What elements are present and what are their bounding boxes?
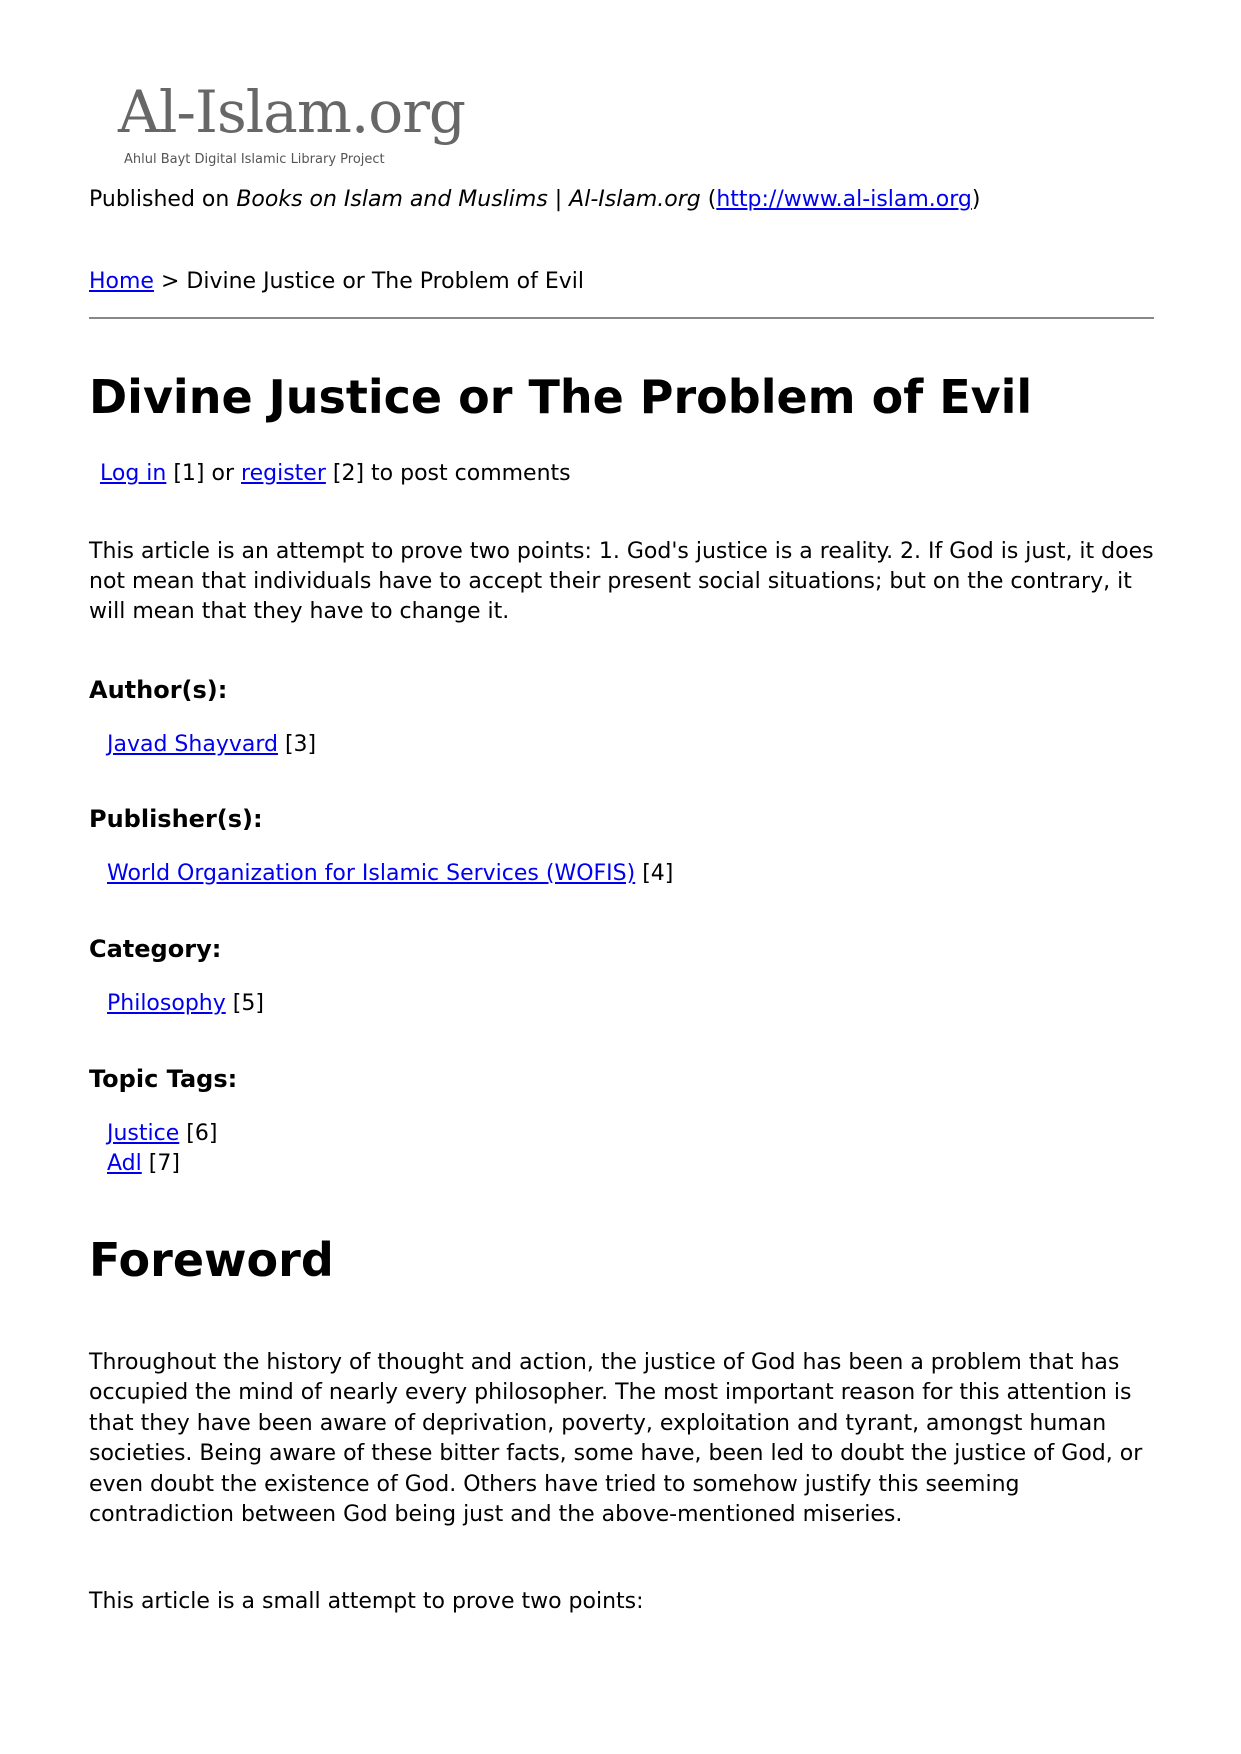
publisher-link[interactable]: World Organization for Islamic Services (WOFIS) (107, 861, 636, 886)
register-link[interactable]: register (241, 461, 326, 486)
tag-ref: [6] (186, 1121, 218, 1146)
published-prefix: Published on (89, 187, 230, 212)
or-text: or (211, 461, 235, 486)
tag-item (107, 1151, 180, 1176)
tag-link-adl[interactable]: Adl (107, 1151, 142, 1176)
foreword-paragraph: Throughout the history of thought and action, the justice of God has been a problem that has occupied the mind of nearly every philosopher. The most important reason for this attention is that they have been aware of deprivation, poverty, exploitation and tyrant, amongst human societies. Being aware of these bitter facts, some have, been led to doubt the justice of God, or even doubt the existence of God. Others have tried to somehow justify this seeming contradiction between God being just and the above-mentioned miseries. (89, 1350, 1143, 1528)
publisher-item (107, 861, 673, 886)
publisher-ref: [4] (642, 861, 674, 886)
tags-label: Topic Tags: (89, 1065, 238, 1093)
foreword-paragraph: This article is a small attempt to prove two points: (89, 1589, 644, 1614)
tag-link-justice[interactable]: Justice (107, 1121, 180, 1146)
category-label: Category: (89, 935, 222, 963)
site-name: Books on Islam and Muslims | Al-Islam.org (236, 187, 701, 212)
site-url-link[interactable]: http://www.al-islam.org (716, 187, 972, 212)
published-line (89, 187, 980, 212)
login-link[interactable]: Log in (100, 461, 167, 486)
breadcrumb-home-link[interactable]: Home (89, 269, 154, 294)
category-item (107, 991, 264, 1016)
author-link[interactable]: Javad Shayvard (107, 732, 278, 757)
breadcrumb-separator: > (160, 269, 180, 294)
author-item (107, 732, 316, 757)
page-title: Divine Justice or The Problem of Evil (89, 370, 1033, 424)
authors-label: Author(s): (89, 676, 228, 704)
open-paren: ( (707, 187, 717, 212)
close-paren: ) (971, 187, 981, 212)
logo-title: Al-Islam.org (118, 78, 466, 146)
comment-login-line (100, 461, 571, 486)
comments-suffix: to post comments (371, 461, 571, 486)
header-divider (89, 317, 1154, 319)
foreword-heading: Foreword (89, 1233, 334, 1287)
register-ref: [2] (332, 461, 365, 486)
breadcrumb-current: Divine Justice or The Problem of Evil (186, 269, 585, 294)
author-ref: [3] (284, 732, 317, 757)
tag-ref: [7] (148, 1151, 180, 1176)
publishers-label: Publisher(s): (89, 805, 263, 833)
category-ref: [5] (232, 991, 264, 1016)
article-summary: This article is an attempt to prove two points: 1. God's justice is a reality. 2. If God is just, it does not mean that individuals have to accept their present social situations; but on the contrary, it will mean that they have to change it. (89, 539, 1154, 624)
login-ref: [1] (173, 461, 205, 486)
category-link[interactable]: Philosophy (107, 991, 226, 1016)
tag-item (107, 1121, 217, 1146)
logo-subtitle: Ahlul Bayt Digital Islamic Library Project (124, 152, 385, 167)
breadcrumb (89, 269, 584, 294)
site-logo (118, 78, 478, 174)
